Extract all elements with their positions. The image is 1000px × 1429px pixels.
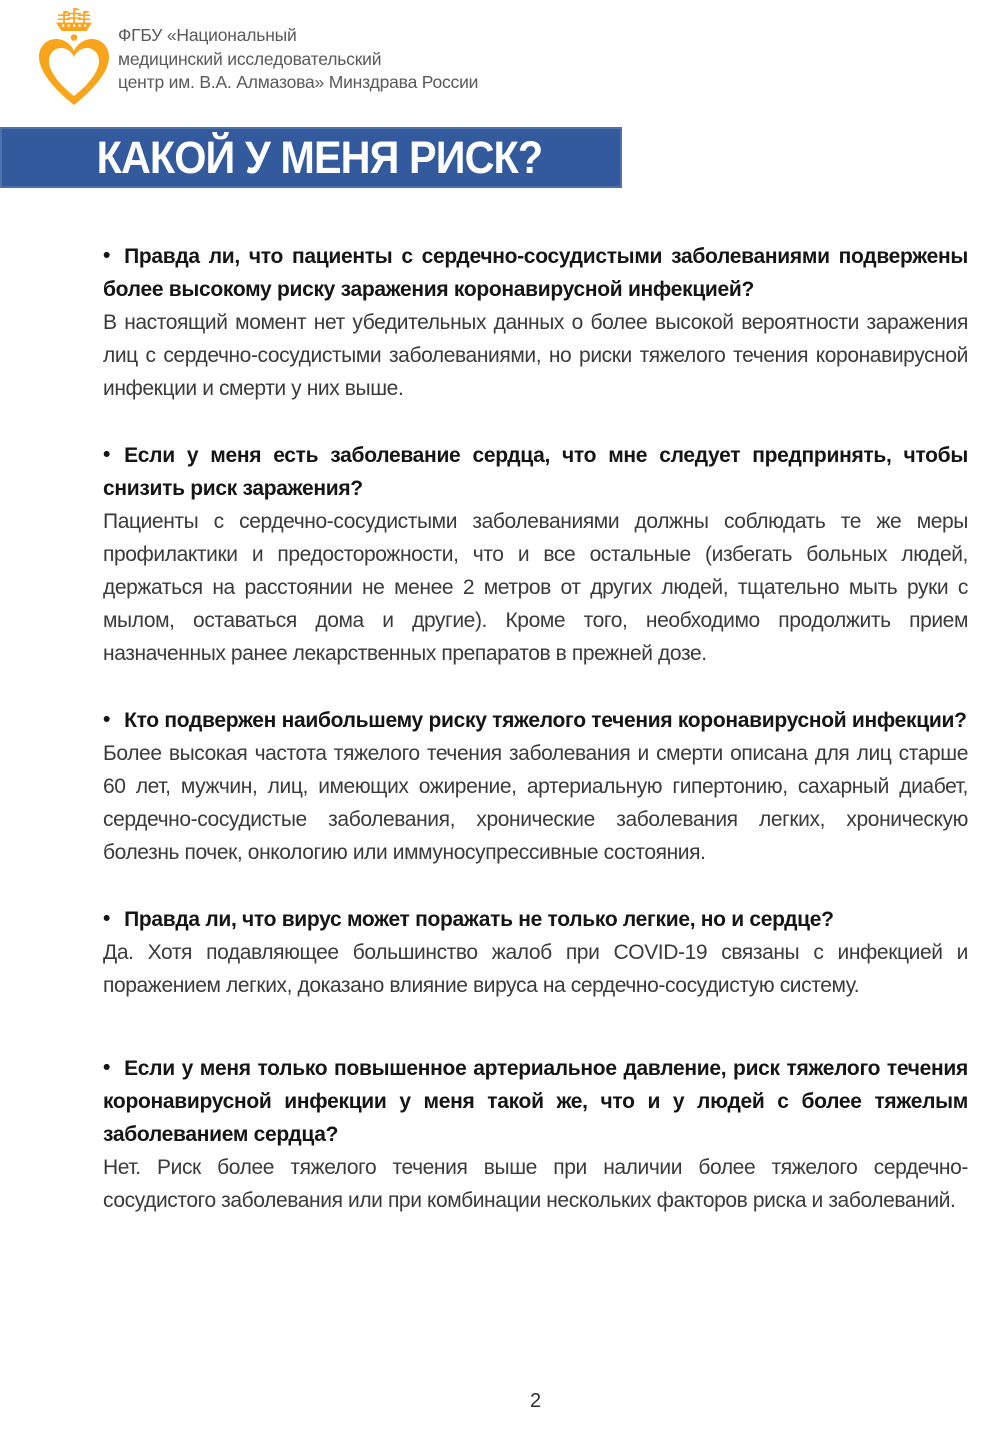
org-name-line-1: ФГБУ «Национальный	[118, 25, 297, 45]
answer-text: Да. Хотя подавляющее большинство жалоб при COVID-19 связаны с инфекцией и поражением легких, доказано влияние вируса на сердечно-сосудистую систему.	[103, 941, 968, 997]
org-name-line-2: медицинский исследовательский	[118, 48, 382, 69]
qa-block	[103, 240, 968, 405]
question-label: Кто подвержен наибольшему риску тяжелого течения коронавирусной инфекции?	[124, 709, 967, 732]
answer-text: В настоящий момент нет убедительных данных о более высокой вероятности заражения лиц с сердечно-сосудистыми заболеваниями, но риски тяжелого течения коронавирусной инфекции и смерти у них выше.	[103, 311, 968, 400]
qa-block	[103, 704, 968, 869]
bullet-marker: •	[103, 1056, 111, 1079]
qa-block	[103, 1052, 968, 1217]
question-label: Если у меня только повышенное артериальное давление, риск тяжелого течения коронавирусной инфекции у меня такой же, что и у людей с более тяжелым заболеванием сердца?	[103, 1057, 968, 1146]
page-title: КАКОЙ У МЕНЯ РИСК?	[96, 132, 543, 183]
org-name-text	[118, 24, 478, 95]
question-label: Правда ли, что вирус может поражать не только легкие, но и сердце?	[124, 908, 834, 931]
question-text	[103, 439, 968, 505]
question-label: Правда ли, что пациенты с сердечно-сосудистыми заболеваниями подвержены более высокому риску заражения коронавирусной инфекцией?	[103, 245, 968, 301]
answer-text: Более высокая частота тяжелого течения заболевания и смерти описана для лиц старше 60 лет, мужчин, лиц, имеющих ожирение, артериальную гипертонию, сахарный диабет, сердечно-сосудистые заболевания, хронические заболевания легких, хроническую болезнь почек, онкологию или иммуносупрессивные состояния.	[103, 742, 968, 864]
question-label: Если у меня есть заболевание сердца, что мне следует предпринять, чтобы снизить риск заражения?	[103, 444, 968, 500]
question-text	[103, 903, 968, 936]
page-number: 2	[529, 1390, 542, 1412]
title-banner	[0, 127, 622, 188]
question-text	[103, 240, 968, 306]
answer-text: Нет. Риск более тяжелого течения выше при наличии более тяжелого сердечно-сосудистого заболевания или при комбинации нескольких факторов риска и заболеваний.	[103, 1156, 968, 1212]
qa-block	[103, 439, 968, 670]
bullet-marker: •	[103, 907, 111, 930]
qa-block	[103, 903, 968, 1002]
answer-text: Пациенты с сердечно-сосудистыми заболеваниями должны соблюдать те же меры профилактики и предосторожности, что и все остальные (избегать больных людей, держаться на расстоянии не менее 2 метров от других людей, тщательно мыть руки с мылом, оставаться дома и другие). Кроме того, необходимо продолжить прием назначенных ранее лекарственных препаратов в прежней дозе.	[103, 510, 968, 665]
question-text	[103, 704, 968, 737]
bullet-marker: •	[103, 244, 111, 267]
qa-content	[103, 240, 968, 1251]
bullet-marker: •	[103, 708, 111, 731]
org-name-line-3: центр им. В.А. Алмазова» Минздрава России	[118, 72, 479, 92]
almazov-heart-ship-logo-icon	[35, 8, 113, 108]
bullet-marker: •	[103, 443, 111, 466]
question-text	[103, 1052, 968, 1151]
